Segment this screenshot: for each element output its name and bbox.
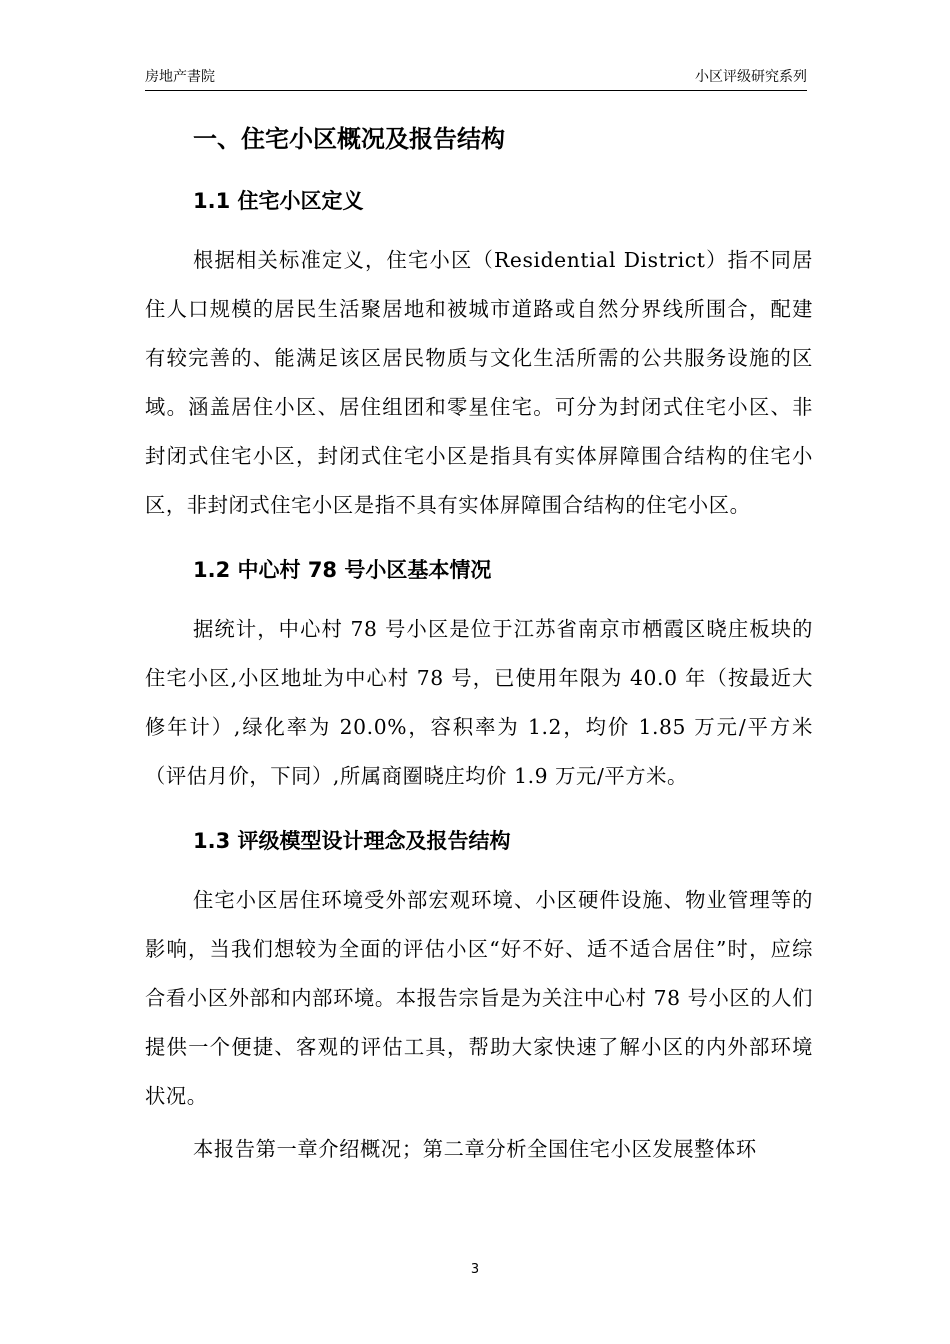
section-title-1-2: 1.2 中心村 78 号小区基本情况 xyxy=(193,558,492,582)
page-number: 3 xyxy=(470,1262,480,1277)
paragraph-definition: 根据相关标准定义，住宅小区（Residential District）指不同居住人口规模的居民生活聚居地和被城市道路或自然分界线所围合，配建有较完善的、能满足该区居民物质与文化生活所需的公共服务设施的区域。涵盖居住小区、居住组团和零星住宅。可分为封闭式住宅小区、非封闭式住宅小区，封闭式住宅小区是指具有实体屏障围合结构的住宅小区，非封闭式住宅小区是指不具有实体屏障围合结构的住宅小区。 xyxy=(145,248,813,517)
header-series-title: 小区评级研究系列 xyxy=(695,69,807,85)
document-body xyxy=(145,112,813,1174)
section-title-1-3: 1.3 评级模型设计理念及报告结构 xyxy=(193,829,511,853)
paragraph-model-design: 住宅小区居住环境受外部宏观环境、小区硬件设施、物业管理等的影响，当我们想较为全面的评估小区“好不好、适不适合居住”时，应综合看小区外部和内部环境。本报告宗旨是为关注中心村 78 号小区的人们提供一个便捷、客观的评估工具，帮助大家快速了解小区的内外部环境状况。 xyxy=(145,888,813,1108)
chapter-title: 一、住宅小区概况及报告结构 xyxy=(193,125,505,153)
header-publisher: 房地产書院 xyxy=(145,69,215,85)
page-header xyxy=(145,66,807,91)
paragraph-report-structure: 本报告第一章介绍概况；第二章分析全国住宅小区发展整体环 xyxy=(193,1137,757,1161)
paragraph-basic-info: 据统计，中心村 78 号小区是位于江苏省南京市栖霞区晓庄板块的住宅小区,小区地址为中心村 78 号，已使用年限为 40.0 年（按最近大修年计）,绿化率为 20.0%，容积率为 1.2，均价 1.85 万元/平方米（评估月价，下同）,所属商圈晓庄均价 1.9 万元/平方米。 xyxy=(145,617,813,788)
section-title-1-1: 1.1 住宅小区定义 xyxy=(193,189,364,213)
